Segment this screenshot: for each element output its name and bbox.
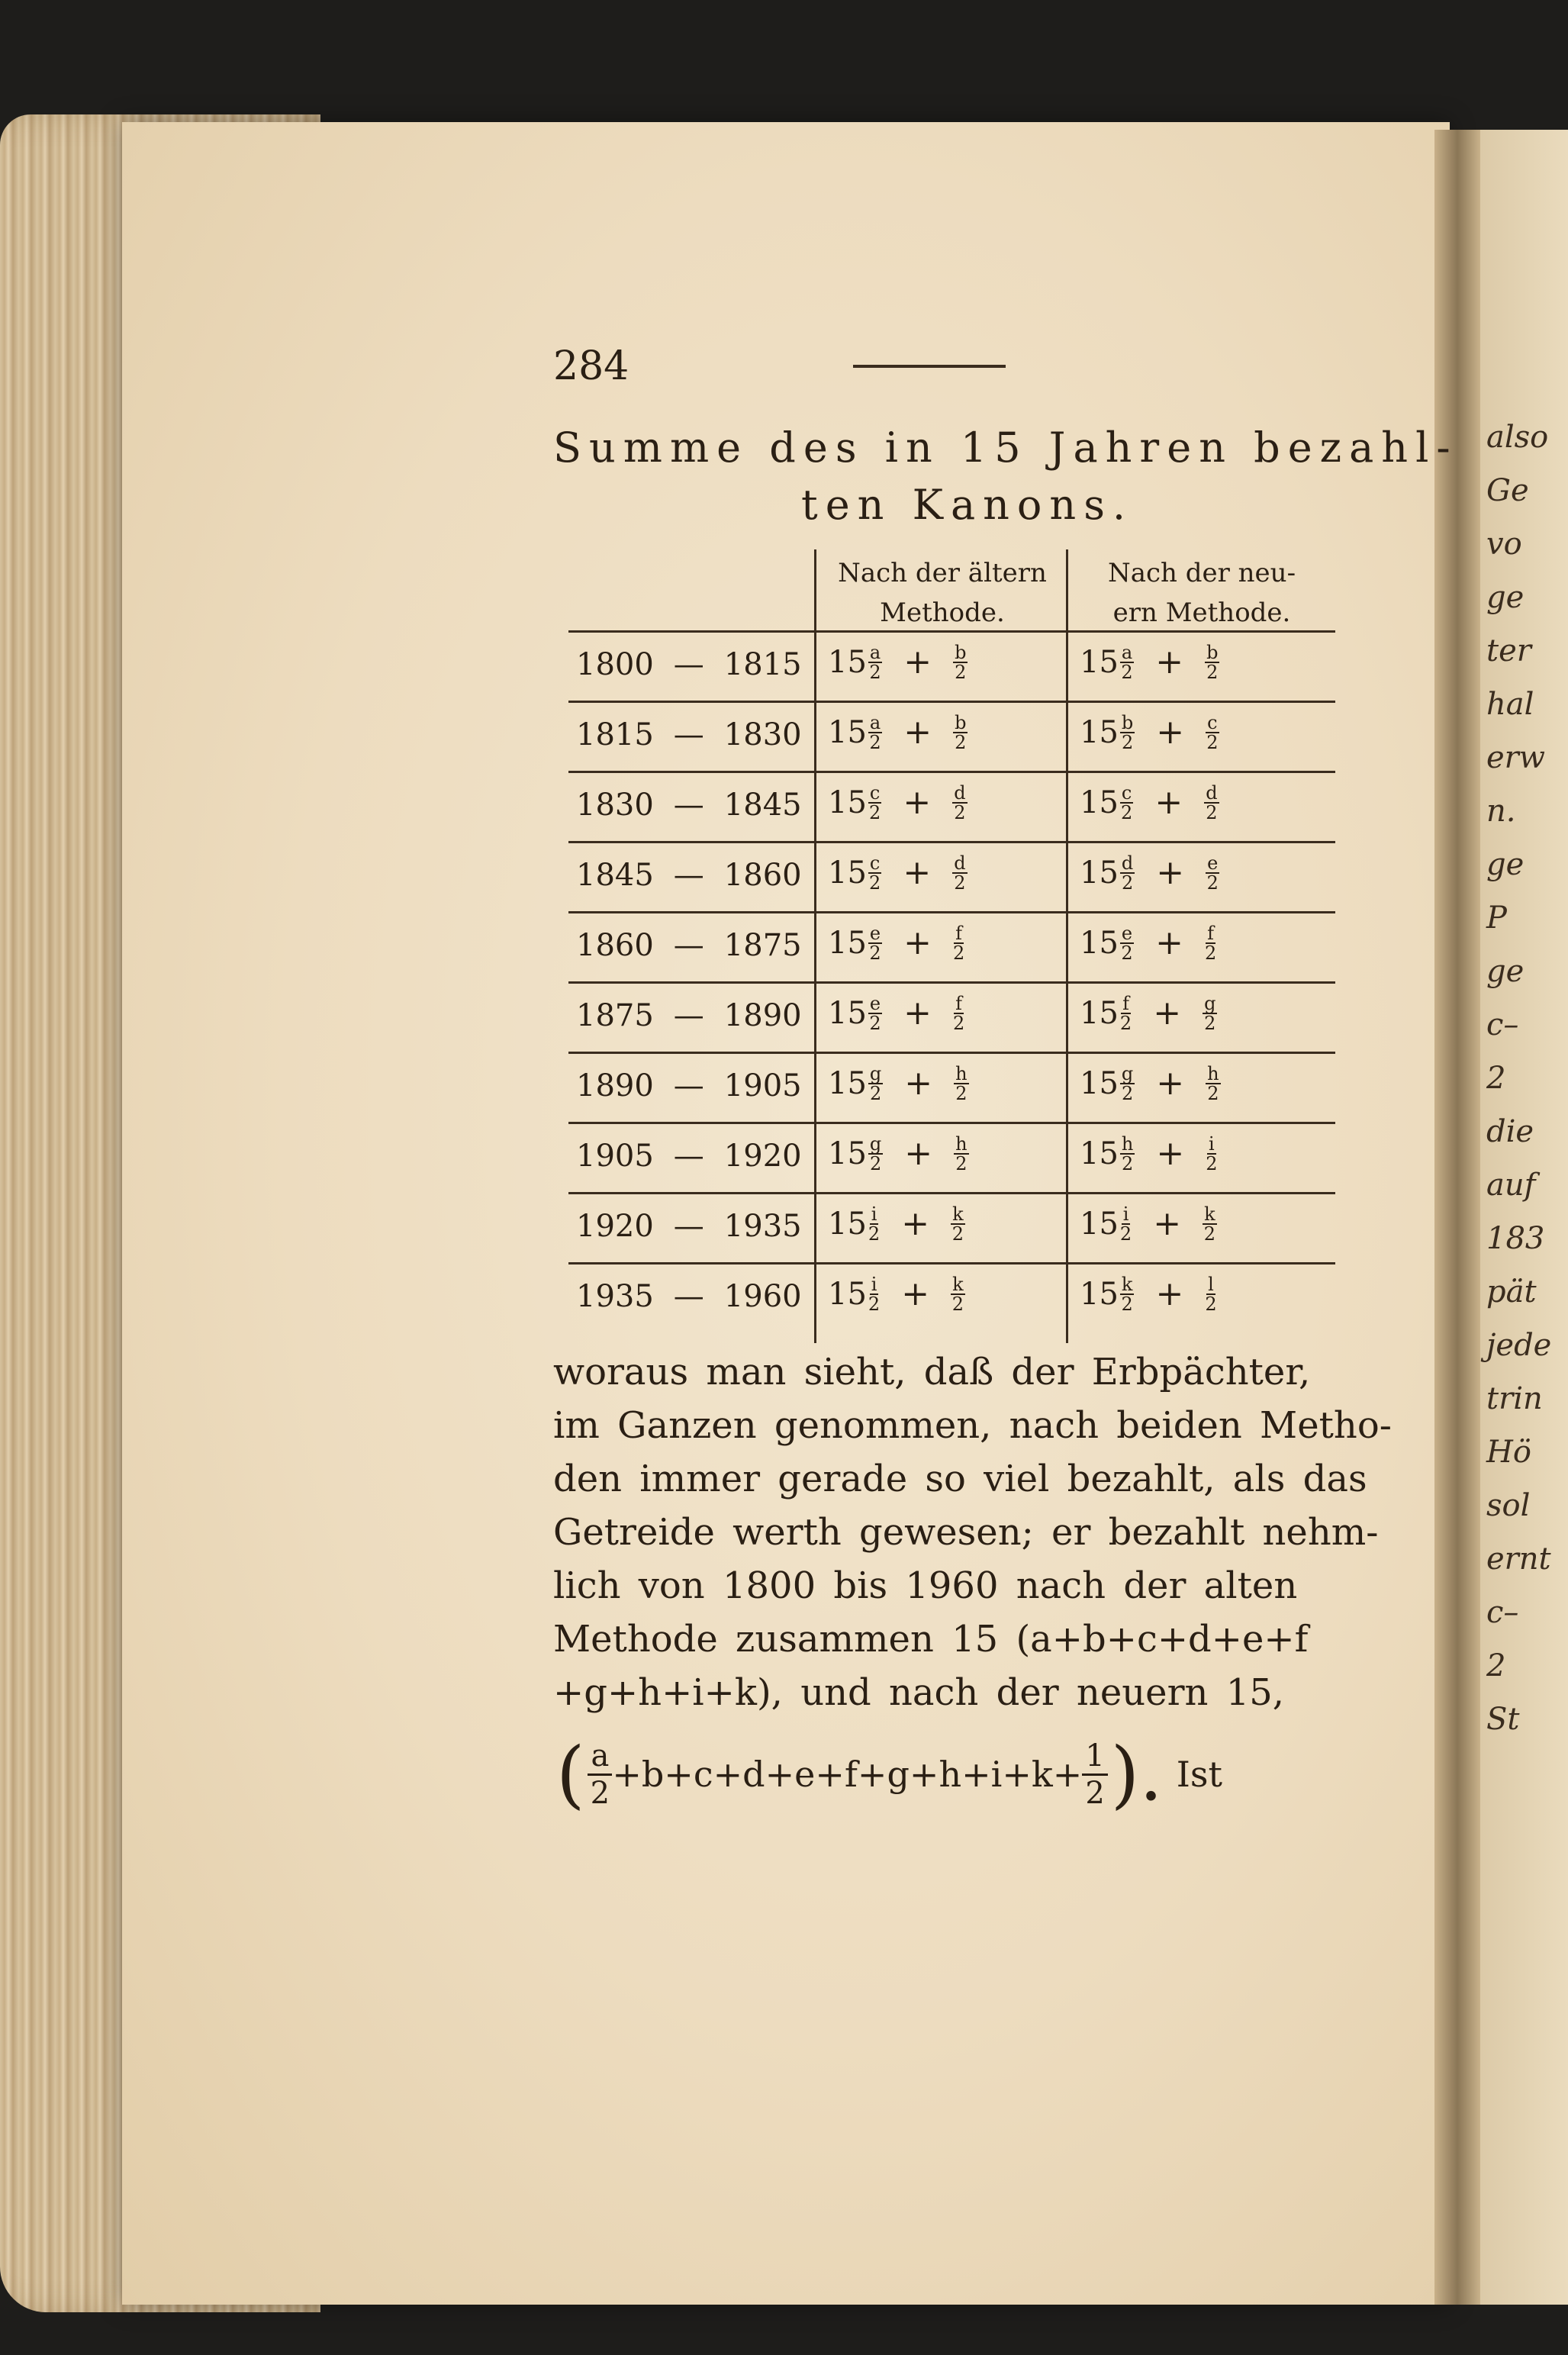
plus-sign: + [1156, 1064, 1185, 1103]
cell-fraction-1 [1120, 781, 1133, 823]
cell-fraction-1 [868, 1205, 880, 1243]
cell-fraction-2 [1206, 854, 1219, 892]
body-line: im Ganzen genommen, nach beiden Metho- [553, 1404, 1392, 1447]
fraction-numerator: i [1209, 1132, 1215, 1155]
plus-sign: + [1153, 994, 1182, 1033]
next-page-fragment: P [1486, 900, 1507, 936]
column-header-old-line1: Nach der ältern [838, 558, 1047, 588]
year-from: 1845 [576, 858, 654, 893]
cell-new [1080, 783, 1219, 822]
fraction-denominator: 2 [952, 942, 965, 964]
fraction-numerator: c [1121, 781, 1132, 804]
fraction-numerator: h [955, 1132, 968, 1155]
fraction-numerator: i [871, 1203, 877, 1225]
fraction-numerator: b [955, 641, 967, 663]
cell-new [1080, 1134, 1218, 1173]
column-header-old-line2: Methode. [880, 598, 1005, 628]
cell-new [1080, 1274, 1217, 1313]
row-rule [568, 981, 1335, 984]
cell-old [828, 923, 964, 962]
cell-old [828, 1274, 965, 1313]
header-rule [853, 365, 1006, 368]
canon-table [568, 549, 1339, 1343]
fraction-denominator: 2 [955, 1082, 968, 1104]
next-page-fragment: Ge [1486, 473, 1529, 508]
fraction-numerator: l [1208, 1273, 1214, 1295]
fraction-numerator: h [1121, 1132, 1134, 1155]
cell-fraction-1 [1120, 924, 1134, 962]
year-from: 1875 [576, 998, 654, 1033]
fraction-denominator: 2 [1206, 871, 1219, 894]
fraction-denominator: 2 [1119, 1012, 1132, 1034]
body-line: Methode zusammen 15 (a+b+c+d+e+f [553, 1618, 1309, 1661]
cell-fraction-1 [868, 994, 882, 1033]
cell-fraction-2 [1205, 1275, 1216, 1313]
year-from: 1830 [576, 788, 654, 823]
formula-first-numerator: a [588, 1738, 612, 1776]
plus-sign: + [903, 994, 932, 1033]
fraction-denominator: 2 [1122, 1152, 1134, 1174]
cell-whole: 15 [828, 1276, 867, 1312]
fraction-numerator: k [1121, 1273, 1133, 1295]
fraction-numerator: f [955, 922, 963, 944]
plus-sign: + [903, 783, 932, 822]
year-to: 1905 [723, 1068, 802, 1103]
fraction-denominator: 2 [955, 731, 967, 753]
body-line: +g+h+i+k), und nach der neuern 15, [553, 1671, 1285, 1714]
cell-whole: 15 [828, 855, 867, 891]
cell-new [1080, 713, 1219, 752]
cell-fraction-2 [954, 1132, 968, 1174]
cell-whole: 15 [828, 1065, 867, 1101]
fraction-denominator: 2 [1121, 871, 1134, 894]
cell-old [828, 1064, 969, 1103]
cell-new [1080, 643, 1219, 681]
year-from: 1905 [576, 1139, 654, 1174]
year-from: 1920 [576, 1209, 654, 1244]
cell-new [1080, 994, 1217, 1033]
cell-fraction-2 [1205, 924, 1216, 962]
fraction-denominator: 2 [868, 801, 881, 823]
body-line: woraus man sieht, daß der Erbpächter, [553, 1351, 1311, 1393]
fraction-denominator: 2 [954, 871, 966, 894]
fraction-denominator: 2 [1203, 1223, 1215, 1245]
cell-fraction-2 [953, 924, 964, 962]
cell-fraction-1 [868, 781, 881, 823]
fraction-denominator: 2 [1206, 661, 1219, 683]
fraction-numerator: a [869, 641, 881, 663]
year-to: 1830 [723, 717, 802, 752]
year-dash: — [673, 1279, 704, 1314]
formula-close-paren: ). [1110, 1732, 1163, 1817]
cell-whole: 15 [1080, 784, 1119, 820]
year-from: 1860 [576, 928, 654, 963]
next-page-fragment: sol [1486, 1488, 1531, 1523]
cell-fraction-1 [868, 1132, 883, 1174]
table-row-years [576, 998, 802, 1033]
cell-fraction-1 [1120, 643, 1134, 681]
cell-fraction-1 [868, 924, 882, 962]
next-page-fragment: c– [1486, 1595, 1519, 1630]
fraction-numerator: d [954, 852, 966, 874]
fraction-denominator: 2 [868, 871, 881, 894]
cell-fraction-1 [1120, 1275, 1135, 1313]
formula-last-fraction [1082, 1738, 1107, 1811]
cell-fraction-2 [954, 1062, 968, 1104]
year-to: 1890 [723, 998, 802, 1033]
fraction-denominator: 2 [955, 1152, 968, 1174]
next-page-fragment: ge [1486, 954, 1525, 989]
year-from: 1815 [576, 717, 654, 752]
cell-old [828, 994, 964, 1033]
cell-whole: 15 [1080, 925, 1119, 961]
formula-line [553, 1728, 1222, 1820]
cell-whole: 15 [828, 1136, 867, 1171]
cell-fraction-2 [1203, 1205, 1217, 1243]
plus-sign: + [901, 1204, 930, 1243]
next-page-edge [1480, 130, 1568, 2305]
next-page-fragment: die [1486, 1114, 1534, 1149]
table-row-years [576, 1139, 802, 1174]
fraction-denominator: 2 [1207, 1082, 1219, 1104]
formula-first-denominator: 2 [590, 1775, 610, 1811]
year-dash: — [673, 858, 704, 893]
cell-fraction-1 [868, 1062, 883, 1104]
cell-whole: 15 [828, 995, 867, 1031]
plus-sign: + [1154, 783, 1183, 822]
next-page-fragment: n. [1486, 794, 1516, 829]
plus-sign: + [903, 643, 932, 681]
cell-fraction-2 [953, 994, 964, 1033]
fraction-numerator: g [1121, 1062, 1134, 1084]
cell-fraction-1 [1120, 1205, 1132, 1243]
fraction-numerator: f [955, 992, 963, 1014]
formula-tail: Ist [1176, 1754, 1222, 1795]
next-page-fragment: trin [1486, 1381, 1543, 1416]
cell-fraction-2 [952, 854, 967, 892]
cell-old [828, 643, 968, 681]
year-to: 1875 [723, 928, 802, 963]
cell-whole: 15 [1080, 1206, 1119, 1242]
formula-first-fraction [588, 1738, 612, 1811]
fraction-denominator: 2 [1204, 1012, 1216, 1034]
fraction-denominator: 2 [1121, 942, 1133, 964]
plus-sign: + [901, 1274, 930, 1313]
cell-whole: 15 [828, 925, 867, 961]
year-dash: — [673, 788, 704, 823]
cell-fraction-2 [1205, 643, 1219, 681]
plus-sign: + [1153, 1204, 1182, 1243]
cell-fraction-1 [1120, 854, 1135, 892]
year-from: 1890 [576, 1068, 654, 1103]
next-page-fragment: c– [1486, 1007, 1519, 1042]
column-divider [814, 549, 816, 1343]
table-row-years [576, 1209, 802, 1244]
fraction-numerator: k [952, 1273, 964, 1295]
plus-sign: + [1156, 853, 1185, 892]
page-number: 284 [553, 343, 629, 389]
fraction-denominator: 2 [955, 661, 967, 683]
cell-old [828, 1204, 965, 1243]
fraction-denominator: 2 [1121, 1293, 1133, 1315]
fraction-denominator: 2 [1204, 942, 1217, 964]
fraction-denominator: 2 [951, 1223, 964, 1245]
year-dash: — [673, 1068, 704, 1103]
fraction-denominator: 2 [1121, 661, 1133, 683]
cell-fraction-2 [951, 1275, 965, 1313]
fraction-numerator: d [1206, 781, 1218, 804]
cell-new [1080, 1204, 1217, 1243]
body-line: Getreide werth gewesen; er bezahlt nehm- [553, 1511, 1379, 1554]
fraction-numerator: f [1207, 922, 1215, 944]
fraction-numerator: d [1121, 852, 1134, 874]
cell-old [828, 783, 968, 822]
fraction-denominator: 2 [868, 1223, 881, 1245]
cell-whole: 15 [828, 1206, 867, 1242]
fraction-denominator: 2 [869, 1012, 881, 1034]
year-from: 1935 [576, 1279, 654, 1314]
plus-sign: + [1155, 1274, 1184, 1313]
year-dash: — [673, 1139, 704, 1174]
fraction-numerator: b [955, 711, 967, 733]
table-row-years [576, 717, 802, 752]
fraction-denominator: 2 [1119, 1223, 1132, 1245]
cell-whole: 15 [1080, 644, 1119, 680]
cell-whole: 15 [828, 714, 867, 750]
fraction-numerator: g [869, 1132, 882, 1155]
year-dash: — [673, 1209, 704, 1244]
cell-old [828, 853, 968, 892]
cell-new [1080, 1064, 1221, 1103]
cell-new [1080, 923, 1216, 962]
next-page-fragment: ernt [1486, 1542, 1551, 1577]
year-dash: — [673, 647, 704, 682]
cell-whole: 15 [1080, 714, 1119, 750]
year-to: 1845 [723, 788, 802, 823]
next-page-fragment: hal [1486, 687, 1534, 722]
fraction-numerator: f [1122, 992, 1129, 1014]
next-page-fragment: auf [1486, 1168, 1536, 1203]
next-page-fragment: 183 [1486, 1221, 1545, 1256]
next-page-fragment: ge [1486, 847, 1525, 882]
cell-fraction-1 [868, 854, 881, 892]
fraction-numerator: g [1204, 992, 1216, 1014]
plus-sign: + [903, 853, 932, 892]
cell-fraction-1 [1120, 1062, 1135, 1104]
next-page-fragment: jede [1486, 1328, 1552, 1363]
cell-fraction-2 [953, 643, 968, 681]
formula-middle: +b+c+d+e+f+g+h+i+k+ [612, 1754, 1083, 1795]
fraction-numerator: i [1122, 1203, 1129, 1225]
fraction-denominator: 2 [954, 801, 966, 823]
fraction-numerator: a [1121, 641, 1133, 663]
table-row-years [576, 1068, 802, 1103]
cell-whole: 15 [1080, 1276, 1119, 1312]
column-header-new [1072, 553, 1331, 633]
fraction-numerator: c [869, 781, 881, 804]
row-rule [568, 841, 1335, 843]
fraction-denominator: 2 [868, 1293, 881, 1315]
table-row-years [576, 788, 802, 823]
fraction-numerator: e [1121, 922, 1133, 944]
table-title-line-2: ten Kanons. [801, 481, 1134, 529]
fraction-denominator: 2 [869, 1082, 882, 1104]
fraction-numerator: k [952, 1203, 964, 1225]
fraction-denominator: 2 [869, 1152, 882, 1174]
fraction-numerator: d [954, 781, 966, 804]
fraction-numerator: e [869, 922, 881, 944]
next-page-fragment: vo [1486, 527, 1522, 562]
row-rule [568, 701, 1335, 703]
year-to: 1935 [723, 1209, 802, 1244]
fraction-denominator: 2 [1206, 801, 1218, 823]
formula-open-paren: ( [556, 1732, 585, 1817]
row-rule [568, 771, 1335, 773]
next-page-fragment: erw [1486, 740, 1546, 775]
cell-fraction-2 [1206, 1062, 1220, 1104]
cell-whole: 15 [828, 644, 867, 680]
next-page-fragment: ter [1486, 633, 1531, 668]
year-to: 1960 [723, 1279, 802, 1314]
cell-fraction-1 [868, 1275, 880, 1313]
table-row-years [576, 928, 802, 963]
cell-whole: 15 [1080, 995, 1119, 1031]
plus-sign: + [903, 713, 932, 752]
row-rule [568, 1122, 1335, 1124]
cell-whole: 15 [1080, 855, 1119, 891]
year-to: 1860 [723, 858, 802, 893]
cell-fraction-2 [1206, 1132, 1218, 1174]
fraction-numerator: b [1121, 711, 1134, 733]
next-page-fragment: 2 [1486, 1061, 1506, 1096]
fraction-numerator: k [1204, 1203, 1215, 1225]
fraction-numerator: h [955, 1062, 968, 1084]
year-from: 1800 [576, 647, 654, 682]
plus-sign: + [1156, 1134, 1185, 1173]
row-rule [568, 1192, 1335, 1194]
cell-fraction-1 [1120, 1132, 1135, 1174]
year-to: 1920 [723, 1139, 802, 1174]
fraction-denominator: 2 [869, 661, 881, 683]
plus-sign: + [904, 1064, 933, 1103]
table-row-years [576, 647, 802, 682]
fraction-denominator: 2 [869, 942, 881, 964]
fraction-denominator: 2 [952, 1012, 965, 1034]
table-row-years [576, 1279, 802, 1314]
row-rule [568, 1052, 1335, 1054]
fraction-denominator: 2 [1205, 1293, 1217, 1315]
fraction-denominator: 2 [951, 1293, 964, 1315]
next-page-fragment: pät [1486, 1274, 1537, 1310]
table-title-line-1: Summe des in 15 Jahren bezahl- [553, 424, 1458, 472]
cell-fraction-2 [953, 711, 968, 753]
fraction-denominator: 2 [1121, 1082, 1134, 1104]
fraction-denominator: 2 [1121, 731, 1134, 753]
year-dash: — [673, 998, 704, 1033]
cell-fraction-1 [868, 643, 882, 681]
formula-last-denominator: 2 [1085, 1775, 1105, 1811]
fraction-numerator: i [871, 1273, 877, 1295]
column-divider [1066, 549, 1068, 1343]
next-page-fragment: ge [1486, 580, 1525, 615]
cell-new [1080, 853, 1219, 892]
body-line: den immer gerade so viel bezahlt, als das [553, 1458, 1367, 1500]
plus-sign: + [1156, 713, 1185, 752]
cell-fraction-2 [1204, 781, 1219, 823]
fraction-denominator: 2 [1206, 1152, 1218, 1174]
fraction-numerator: e [869, 992, 881, 1014]
fraction-numerator: g [869, 1062, 882, 1084]
cell-fraction-1 [1120, 994, 1132, 1033]
row-rule [568, 630, 1335, 633]
fraction-denominator: 2 [1206, 731, 1219, 753]
table-row-years [576, 858, 802, 893]
column-header-new-line1: Nach der neu- [1107, 558, 1296, 588]
cell-whole: 15 [828, 784, 867, 820]
fraction-numerator: c [1207, 711, 1218, 733]
row-rule [568, 911, 1335, 913]
cell-old [828, 1134, 969, 1173]
cell-fraction-2 [1203, 994, 1217, 1033]
plus-sign: + [1155, 643, 1184, 681]
cell-whole: 15 [1080, 1065, 1119, 1101]
fraction-numerator: b [1206, 641, 1219, 663]
formula-last-numerator: 1 [1082, 1738, 1107, 1776]
plus-sign: + [1155, 923, 1183, 962]
body-line: lich von 1800 bis 1960 nach der alten [553, 1564, 1298, 1607]
year-to: 1815 [723, 647, 802, 682]
next-page-fragment: St [1486, 1702, 1520, 1737]
next-page-fragment: Hö [1486, 1435, 1531, 1470]
plus-sign: + [903, 923, 932, 962]
fraction-numerator: c [869, 852, 881, 874]
plus-sign: + [904, 1134, 933, 1173]
fraction-denominator: 2 [869, 731, 881, 753]
cell-old [828, 713, 968, 752]
cell-fraction-1 [1120, 711, 1135, 753]
year-dash: — [673, 928, 704, 963]
cell-fraction-2 [951, 1205, 965, 1243]
row-rule [568, 1262, 1335, 1264]
next-page-fragment: also [1486, 420, 1549, 455]
fraction-numerator: e [1207, 852, 1219, 874]
fraction-numerator: a [869, 711, 881, 733]
column-header-new-line2: ern Methode. [1112, 598, 1291, 628]
fraction-denominator: 2 [1120, 801, 1133, 823]
cell-fraction-1 [868, 711, 882, 753]
cell-fraction-2 [952, 781, 967, 823]
cell-fraction-2 [1206, 711, 1219, 753]
column-header-old [820, 553, 1064, 633]
next-page-fragment: 2 [1486, 1648, 1506, 1683]
cell-whole: 15 [1080, 1136, 1119, 1171]
year-dash: — [673, 717, 704, 752]
fraction-numerator: h [1207, 1062, 1219, 1084]
